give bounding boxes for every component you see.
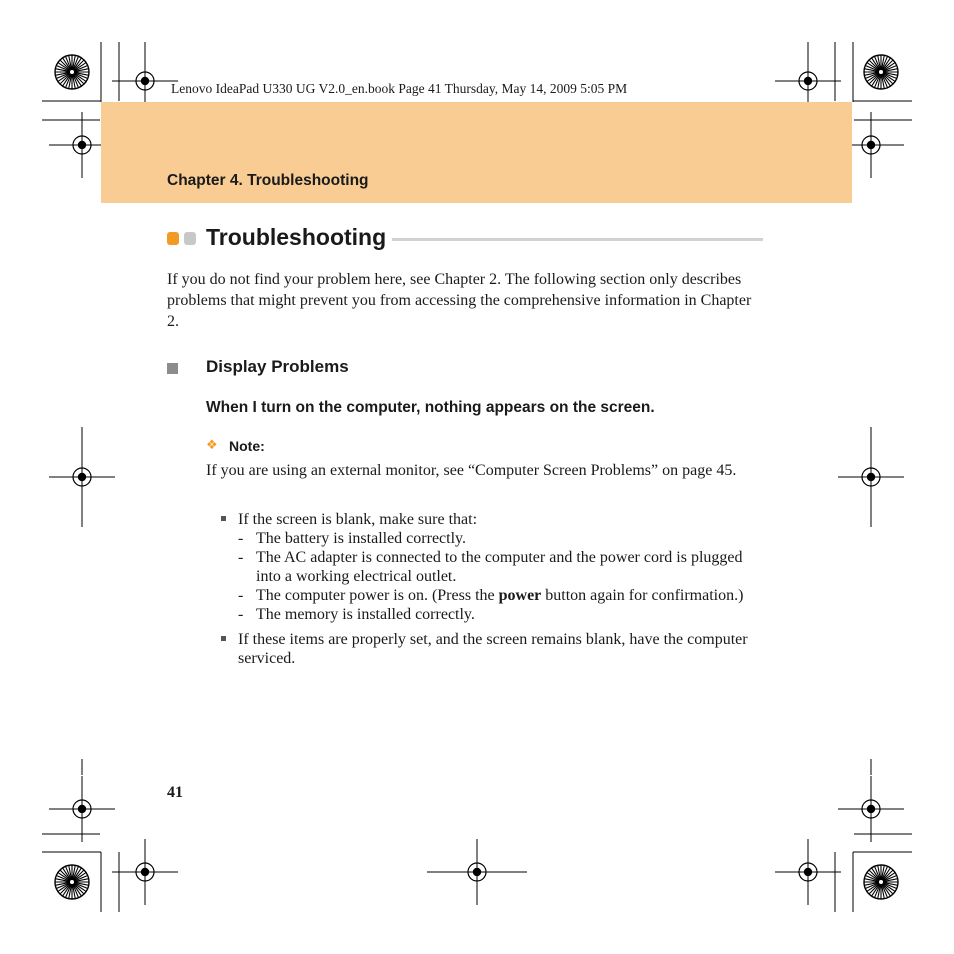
title-rule — [392, 238, 763, 241]
square-bullet-icon — [221, 636, 226, 641]
list-item-text: If the screen is blank, make sure that: — [238, 511, 478, 528]
section-square-bullet-icon — [167, 363, 178, 374]
section-title: Display Problems — [206, 357, 349, 376]
power-keyword: power — [498, 587, 542, 604]
title-gray-square-icon — [184, 232, 196, 245]
intro-paragraph: If you do not find your problem here, see Chapter 2. The following section only describes problems that might prevent you from accessing the comprehensive information in Chapter 2. — [167, 271, 752, 330]
sub-item: - The computer power is on. (Press the power button again for confirmation.) — [238, 587, 744, 604]
sub-item: - The AC adapter is connected to the computer and the power cord is plugged into a working electrical outlet. — [238, 549, 743, 585]
chapter-label: Chapter 4. Troubleshooting — [167, 172, 369, 189]
note-diamond-icon: ❖ — [206, 438, 218, 453]
page-number: 41 — [167, 784, 183, 801]
page-title: Troubleshooting — [206, 224, 387, 250]
sub-item-text: The memory is installed correctly. — [256, 606, 475, 623]
list-item — [221, 630, 766, 668]
sub-item: - The battery is installed correctly. — [238, 530, 466, 547]
title-row — [167, 224, 763, 254]
title-orange-square-icon — [167, 232, 179, 245]
list-item — [221, 510, 766, 624]
sub-item-text: The AC adapter is connected to the computer and the power cord is plugged into a working electrical outlet. — [256, 549, 743, 585]
note-text: If you are using an external monitor, see “Computer Screen Problems” on page 45. — [206, 462, 737, 479]
note-label: Note: — [229, 438, 265, 454]
sub-item-text: The computer power is on. (Press the power button again for confirmation.) — [256, 587, 744, 604]
sub-item-text: The battery is installed correctly. — [256, 530, 466, 547]
list-item-text: If these items are properly set, and the screen remains blank, have the computer serviced. — [238, 631, 748, 667]
sub-item: - The memory is installed correctly. — [238, 606, 475, 623]
square-bullet-icon — [221, 516, 226, 521]
print-header: Lenovo IdeaPad U330 UG V2.0_en.book Page 41 Thursday, May 14, 2009 5:05 PM — [171, 81, 628, 96]
checklist — [221, 510, 766, 668]
problem-question: When I turn on the computer, nothing appears on the screen. — [206, 399, 655, 416]
